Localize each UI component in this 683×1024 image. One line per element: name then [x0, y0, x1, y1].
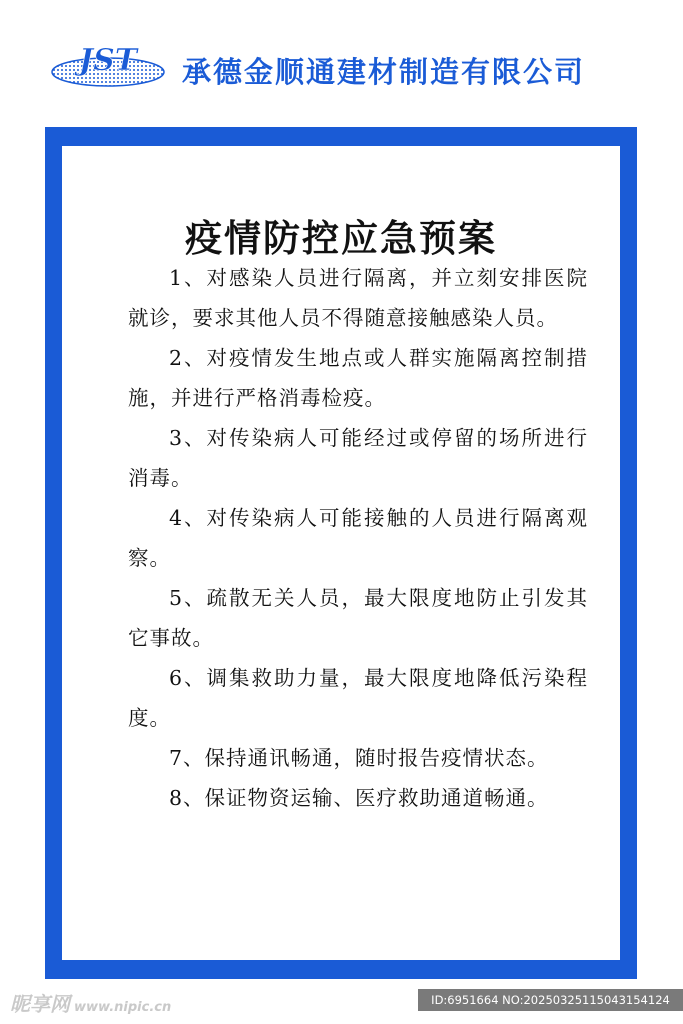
notice-panel [62, 146, 620, 960]
notice-items [128, 258, 588, 818]
image-id-bar: ID:6951664 NO:20250325115043154124 [418, 989, 683, 1011]
notice-item-7: 7、保持通讯畅通，随时报告疫情状态。 [169, 746, 549, 770]
watermark [10, 988, 171, 1017]
notice-item-5: 5、疏散无关人员，最大限度地防止引发其它事故。 [128, 586, 588, 650]
notice-item-1: 1、对感染人员进行隔离，并立刻安排医院就诊，要求其他人员不得随意接触感染人员。 [128, 266, 588, 330]
header [0, 0, 683, 110]
company-name: 承德金顺通建材制造有限公司 [182, 55, 586, 89]
notice-item-3: 3、对传染病人可能经过或停留的场所进行消毒。 [128, 426, 588, 490]
footer [0, 986, 683, 1024]
watermark-brand: 昵享网 [10, 992, 70, 1016]
notice-frame [45, 127, 637, 979]
notice-item-8: 8、保证物资运输、医疗救助通道畅通。 [169, 786, 549, 810]
logo-text: JST [78, 43, 138, 78]
jst-logo-icon [48, 40, 168, 98]
notice-item-4: 4、对传染病人可能接触的人员进行隔离观察。 [128, 506, 588, 570]
watermark-url: www.nipic.cn [74, 1000, 172, 1015]
notice-item-2: 2、对疫情发生地点或人群实施隔离控制措施，并进行严格消毒检疫。 [128, 346, 588, 410]
notice-item-6: 6、调集救助力量，最大限度地降低污染程度。 [128, 666, 588, 730]
notice-title: 疫情防控应急预案 [185, 217, 497, 260]
